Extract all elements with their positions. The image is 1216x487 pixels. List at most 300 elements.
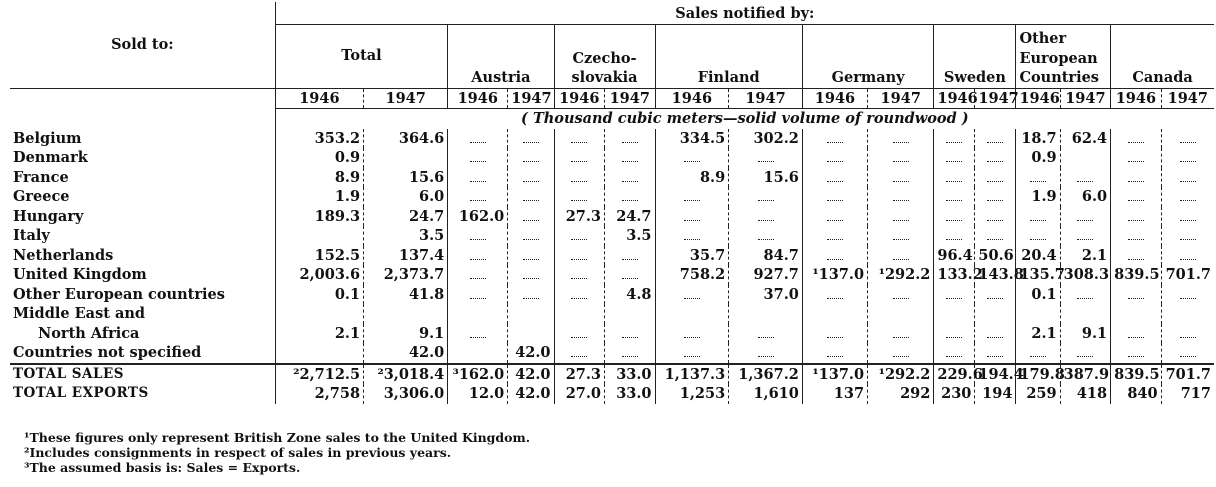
dash-mark	[758, 210, 774, 221]
empty-cell	[508, 207, 554, 227]
value-cell: 9.1	[364, 324, 448, 344]
value-cell: 2,758	[275, 384, 363, 404]
value-cell: 9.1	[1060, 324, 1111, 344]
dash-mark	[523, 288, 539, 299]
year-header: 1946	[275, 88, 363, 109]
value-cell	[1111, 304, 1162, 324]
value-cell	[655, 304, 729, 324]
value-cell: 194	[975, 384, 1016, 404]
empty-cell	[975, 226, 1016, 246]
table-row	[10, 285, 1214, 305]
value-cell: 162.0	[448, 207, 508, 227]
empty-cell	[554, 129, 605, 149]
empty-cell	[1161, 226, 1214, 246]
empty-cell	[605, 168, 656, 188]
value-cell: 41.8	[364, 285, 448, 305]
sales-table-body	[10, 109, 1214, 404]
value-cell	[802, 304, 867, 324]
empty-cell	[975, 187, 1016, 207]
value-cell: 37.0	[729, 285, 803, 305]
dash-mark	[622, 249, 638, 260]
empty-cell	[1060, 168, 1111, 188]
year-header: 1946	[1111, 88, 1162, 109]
value-cell	[975, 304, 1016, 324]
empty-cell	[868, 187, 934, 207]
empty-cell	[655, 148, 729, 168]
value-cell: 6.0	[1060, 187, 1111, 207]
dash-mark	[758, 346, 774, 357]
value-cell	[508, 304, 554, 324]
dash-mark	[1180, 151, 1196, 162]
empty-cell	[1016, 226, 1060, 246]
row-label: Countries not specified	[13, 344, 202, 361]
year-header: 1947	[729, 88, 803, 109]
empty-cell	[448, 265, 508, 285]
value-cell	[448, 304, 508, 324]
dash-mark	[1030, 171, 1046, 182]
table-row	[10, 304, 1214, 324]
empty-cell	[934, 343, 975, 364]
empty-cell	[1111, 207, 1162, 227]
dash-mark	[893, 288, 909, 299]
value-cell: 27.3	[554, 207, 605, 227]
row-label: North Africa	[38, 324, 140, 342]
value-cell: 8.9	[655, 168, 729, 188]
dash-mark	[571, 249, 587, 260]
dash-mark	[1128, 151, 1144, 162]
empty-cell	[605, 246, 656, 266]
dash-mark	[1180, 327, 1196, 338]
dash-mark	[1180, 210, 1196, 221]
value-cell: 62.4	[1060, 129, 1111, 149]
dash-mark	[1128, 229, 1144, 240]
value-cell: 229.6	[934, 364, 975, 385]
empty-cell	[975, 285, 1016, 305]
empty-cell	[1111, 168, 1162, 188]
empty-cell	[868, 207, 934, 227]
table-row	[10, 207, 1214, 227]
footnote-1: ¹These figures only represent British Zone sales to the United Kingdom.	[24, 430, 531, 445]
dash-mark	[987, 210, 1003, 221]
empty-cell	[554, 168, 605, 188]
year-header: 1946	[448, 88, 508, 109]
empty-cell	[1161, 343, 1214, 364]
value-cell: 179.8	[1016, 364, 1060, 385]
dash-mark	[622, 346, 638, 357]
dash-mark	[470, 171, 486, 182]
empty-cell	[975, 129, 1016, 149]
empty-cell	[1060, 226, 1111, 246]
empty-cell	[554, 285, 605, 305]
empty-cell	[1060, 207, 1111, 227]
value-cell: 0.9	[1016, 148, 1060, 168]
dash-mark	[987, 132, 1003, 143]
value-cell: 1.9	[275, 187, 363, 207]
empty-cell	[934, 226, 975, 246]
empty-cell	[448, 324, 508, 344]
empty-cell	[802, 324, 867, 344]
value-cell: 353.2	[275, 129, 363, 149]
dash-mark	[893, 151, 909, 162]
empty-cell	[934, 207, 975, 227]
value-cell	[554, 304, 605, 324]
empty-cell	[802, 207, 867, 227]
value-cell: 334.5	[655, 129, 729, 149]
empty-cell	[729, 343, 803, 364]
year-header: 1946	[655, 88, 729, 109]
row-label: Italy	[13, 227, 50, 244]
value-cell: ¹292.2	[868, 364, 934, 385]
dash-mark	[571, 132, 587, 143]
sales-notified-by-header: Sales notified by:	[275, 2, 1214, 24]
value-cell: 4.8	[605, 285, 656, 305]
empty-cell	[448, 246, 508, 266]
dash-mark	[1077, 171, 1093, 182]
table-row	[10, 265, 1214, 285]
empty-cell	[508, 265, 554, 285]
dash-mark	[946, 132, 962, 143]
empty-cell	[934, 148, 975, 168]
dash-mark	[622, 171, 638, 182]
empty-cell	[448, 187, 508, 207]
dash-mark	[1128, 210, 1144, 221]
value-cell: 0.9	[275, 148, 363, 168]
dash-mark	[1077, 210, 1093, 221]
empty-cell	[1111, 324, 1162, 344]
dash-mark	[1128, 171, 1144, 182]
group-header-germany: Germany	[802, 24, 934, 88]
dash-mark	[622, 151, 638, 162]
empty-cell	[1111, 148, 1162, 168]
empty-cell	[868, 129, 934, 149]
empty-cell	[934, 285, 975, 305]
dash-mark	[622, 190, 638, 201]
dash-mark	[827, 151, 843, 162]
empty-cell	[508, 226, 554, 246]
value-cell: 15.6	[729, 168, 803, 188]
value-cell: 84.7	[729, 246, 803, 266]
dash-mark	[571, 327, 587, 338]
value-cell: 701.7	[1161, 265, 1214, 285]
value-cell	[605, 304, 656, 324]
dash-mark	[684, 210, 700, 221]
dash-mark	[987, 151, 1003, 162]
table-row	[10, 226, 1214, 246]
empty-cell	[508, 129, 554, 149]
value-cell	[934, 304, 975, 324]
value-cell: 189.3	[275, 207, 363, 227]
dash-mark	[1128, 190, 1144, 201]
value-cell: 1.9	[1016, 187, 1060, 207]
empty-cell	[975, 207, 1016, 227]
value-cell	[1016, 304, 1060, 324]
empty-cell	[802, 226, 867, 246]
empty-cell	[508, 187, 554, 207]
group-header-austria: Austria	[448, 24, 554, 88]
value-cell: 35.7	[655, 246, 729, 266]
empty-cell	[554, 343, 605, 364]
empty-cell	[729, 207, 803, 227]
empty-cell	[655, 207, 729, 227]
value-cell: 12.0	[448, 384, 508, 404]
empty-cell	[802, 343, 867, 364]
empty-cell	[554, 187, 605, 207]
value-cell: 840	[1111, 384, 1162, 404]
dash-mark	[946, 151, 962, 162]
dash-mark	[523, 249, 539, 260]
empty-cell	[868, 148, 934, 168]
empty-cell	[1111, 246, 1162, 266]
value-cell: 2.1	[1060, 246, 1111, 266]
year-header: 1947	[508, 88, 554, 109]
dash-mark	[893, 210, 909, 221]
empty-cell	[934, 324, 975, 344]
dash-mark	[470, 132, 486, 143]
empty-cell	[802, 168, 867, 188]
empty-cell	[508, 246, 554, 266]
dash-mark	[1077, 288, 1093, 299]
empty-cell	[802, 187, 867, 207]
empty-cell	[802, 148, 867, 168]
value-cell: 3.5	[364, 226, 448, 246]
dash-mark	[827, 210, 843, 221]
empty-cell	[975, 168, 1016, 188]
dash-mark	[470, 229, 486, 240]
empty-cell	[605, 265, 656, 285]
empty-cell	[448, 226, 508, 246]
dash-mark	[827, 132, 843, 143]
value-cell: ¹292.2	[868, 265, 934, 285]
dash-mark	[1180, 229, 1196, 240]
dash-mark	[470, 190, 486, 201]
empty-cell	[729, 187, 803, 207]
table-row	[10, 187, 1214, 207]
year-header: 1947	[364, 88, 448, 109]
empty-cell	[1161, 207, 1214, 227]
dash-mark	[622, 327, 638, 338]
value-cell: 33.0	[605, 384, 656, 404]
dash-mark	[987, 288, 1003, 299]
footnote-2: ²Includes consignments in respect of sales in previous years.	[24, 445, 452, 460]
value-cell: 2,003.6	[275, 265, 363, 285]
value-cell: 259	[1016, 384, 1060, 404]
group-header-sweden: Sweden	[934, 24, 1016, 88]
value-cell	[1161, 304, 1214, 324]
empty-cell	[655, 187, 729, 207]
value-cell: 2.1	[275, 324, 363, 344]
value-cell: 2,373.7	[364, 265, 448, 285]
value-cell: ¹137.0	[802, 265, 867, 285]
value-cell: 839.5	[1111, 364, 1162, 385]
dash-mark	[1180, 132, 1196, 143]
row-label: Belgium	[13, 129, 82, 147]
year-header: 1947	[975, 88, 1016, 109]
dash-mark	[827, 229, 843, 240]
dash-mark	[684, 288, 700, 299]
value-cell: 143.8	[975, 265, 1016, 285]
empty-cell	[605, 148, 656, 168]
value-cell: 15.6	[364, 168, 448, 188]
dash-mark	[946, 327, 962, 338]
table-row	[10, 148, 1214, 168]
dash-mark	[827, 288, 843, 299]
empty-cell	[1016, 207, 1060, 227]
empty-cell	[655, 285, 729, 305]
value-cell: 2.1	[1016, 324, 1060, 344]
dash-mark	[622, 132, 638, 143]
empty-cell	[934, 168, 975, 188]
value-cell	[508, 324, 554, 344]
dash-mark	[684, 327, 700, 338]
empty-cell	[802, 246, 867, 266]
empty-cell	[1111, 226, 1162, 246]
sales-table-container	[10, 2, 1214, 404]
empty-cell	[448, 168, 508, 188]
dash-mark	[684, 346, 700, 357]
dash-mark	[470, 249, 486, 260]
dash-mark	[987, 190, 1003, 201]
dash-mark	[523, 132, 539, 143]
totals-row	[10, 384, 1214, 404]
value-cell: 152.5	[275, 246, 363, 266]
value-cell: 8.9	[275, 168, 363, 188]
footnote-3: ³The assumed basis is: Sales = Exports.	[24, 460, 301, 475]
dash-mark	[1128, 249, 1144, 260]
dash-mark	[1128, 132, 1144, 143]
empty-cell	[1111, 285, 1162, 305]
value-cell: ³162.0	[448, 364, 508, 385]
empty-cell	[605, 343, 656, 364]
dash-mark	[523, 268, 539, 279]
empty-cell	[868, 343, 934, 364]
dash-mark	[1030, 346, 1046, 357]
empty-cell	[1111, 343, 1162, 364]
value-cell: 137	[802, 384, 867, 404]
year-header: 1947	[605, 88, 656, 109]
dash-mark	[827, 190, 843, 201]
dash-mark	[827, 346, 843, 357]
dash-mark	[1128, 346, 1144, 357]
empty-cell	[1016, 343, 1060, 364]
dash-mark	[571, 346, 587, 357]
value-cell: 364.6	[364, 129, 448, 149]
value-cell: 3,306.0	[364, 384, 448, 404]
dash-mark	[893, 346, 909, 357]
group-header-canada: Canada	[1111, 24, 1214, 88]
empty-cell	[1161, 246, 1214, 266]
value-cell: 0.1	[1016, 285, 1060, 305]
dash-mark	[946, 229, 962, 240]
empty-cell	[868, 168, 934, 188]
dash-mark	[758, 229, 774, 240]
empty-cell	[802, 129, 867, 149]
value-cell	[364, 304, 448, 324]
dash-mark	[684, 229, 700, 240]
value-cell	[868, 304, 934, 324]
row-label: TOTAL EXPORTS	[13, 385, 149, 401]
empty-cell	[605, 324, 656, 344]
dash-mark	[571, 171, 587, 182]
row-label: Denmark	[13, 149, 88, 166]
empty-cell	[729, 148, 803, 168]
value-cell: 24.7	[364, 207, 448, 227]
dash-mark	[1180, 249, 1196, 260]
empty-cell	[554, 226, 605, 246]
dash-mark	[827, 171, 843, 182]
value-cell: 27.0	[554, 384, 605, 404]
sales-table	[10, 2, 1214, 404]
dash-mark	[523, 229, 539, 240]
value-cell: 24.7	[605, 207, 656, 227]
empty-cell	[508, 285, 554, 305]
row-label: Middle East and	[13, 305, 146, 322]
dash-mark	[893, 229, 909, 240]
empty-cell	[605, 187, 656, 207]
value-cell: 42.0	[508, 364, 554, 385]
dash-mark	[523, 190, 539, 201]
empty-cell	[1161, 187, 1214, 207]
year-header: 1946	[554, 88, 605, 109]
dash-mark	[1030, 229, 1046, 240]
row-label: France	[13, 168, 69, 186]
table-row	[10, 343, 1214, 364]
value-cell: 42.0	[508, 343, 554, 364]
sold-to-header: Sold to:	[10, 2, 275, 88]
dash-mark	[571, 268, 587, 279]
row-label: Netherlands	[13, 246, 114, 264]
dash-mark	[987, 229, 1003, 240]
dash-mark	[1128, 288, 1144, 299]
dash-mark	[571, 229, 587, 240]
dash-mark	[946, 210, 962, 221]
value-cell: 230	[934, 384, 975, 404]
value-cell: 6.0	[364, 187, 448, 207]
dash-mark	[827, 327, 843, 338]
empty-cell	[975, 324, 1016, 344]
value-cell: 701.7	[1161, 364, 1214, 385]
dash-mark	[893, 171, 909, 182]
value-cell	[729, 304, 803, 324]
empty-cell	[729, 226, 803, 246]
empty-cell	[508, 148, 554, 168]
value-cell: 0.1	[275, 285, 363, 305]
dash-mark	[1180, 346, 1196, 357]
group-header-other-european: Other European Countries	[1016, 24, 1111, 88]
value-cell: ²2,712.5	[275, 364, 363, 385]
value-cell: 308.3	[1060, 265, 1111, 285]
unit-text: Thousand cubic meters—solid volume of roundwood	[532, 110, 957, 127]
row-label: Other European countries	[13, 285, 225, 303]
value-cell	[364, 148, 448, 168]
value-cell: 42.0	[508, 384, 554, 404]
empty-cell	[448, 148, 508, 168]
value-cell	[275, 226, 363, 246]
group-header-finland: Finland	[655, 24, 802, 88]
dash-mark	[987, 346, 1003, 357]
value-cell: 135.7	[1016, 265, 1060, 285]
dash-mark	[1180, 190, 1196, 201]
value-cell	[1060, 148, 1111, 168]
dash-mark	[893, 190, 909, 201]
dash-mark	[1077, 229, 1093, 240]
dash-mark	[470, 288, 486, 299]
value-cell: 418	[1060, 384, 1111, 404]
table-row	[10, 246, 1214, 266]
year-header-spacer	[10, 88, 275, 109]
dash-mark	[1128, 327, 1144, 338]
value-cell: 758.2	[655, 265, 729, 285]
dash-mark	[827, 249, 843, 260]
